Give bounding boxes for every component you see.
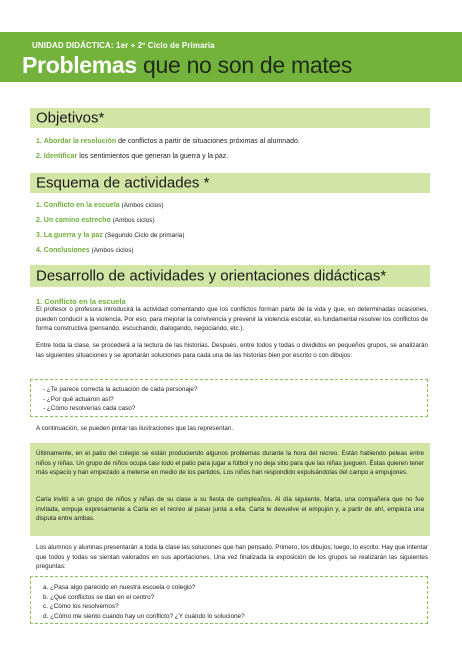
questions-box-2 [30, 576, 428, 624]
objetivos-heading-bar [30, 108, 430, 128]
list-item: d. ¿Cómo me siento cuando hay un conflicto? ¿Y cuándo lo solucione? [43, 612, 245, 620]
story-cumpleanos: Carla invitó a un grupo de niños y niñas de su clase a su fiesta de cumpleaños. Al día siguiente, Marta, una compañera que no fue invitada, empuja expresamente a Carla en el recreo al pasar junta a ella. Carla le devuelve el empujón y, a partir de ahí, empieza una disputa entre ambas. [36, 496, 424, 523]
list-item: 4. Conclusiones (Ambos ciclos) [36, 247, 134, 254]
desarrollo-heading: Desarrollo de actividades y orientaciones didácticas* [36, 267, 387, 285]
unit-label [32, 41, 215, 50]
questions-box-1 [30, 379, 428, 417]
list-item: 3. La guerra y la paz (Segundo Ciclo de primaria) [36, 232, 185, 239]
paragraph-intro: El profesor o profesora introducirá la actividad comentando que los conflictos forman parte de la vida y que, en determinadas ocasiones, pueden conducir a la violencia. Por eso, para mejorar la convivencia y prevenir la violencia escolar, es fundamental resolver los conflictos de forma constructiva (pensando, escuchando, dialogando, negociando, etc.). [36, 306, 428, 333]
list-item: 1. Abordar la resolución de conflictos a partir de situaciones próximas al alumnado. [36, 138, 300, 145]
esquema-heading-bar [30, 173, 430, 193]
page-title [22, 52, 352, 79]
story-patio: Últimamente, en el patio del colegio se están produciendo algunos problemas durante la hora del recreo. Están habiendo peleas entre niños y niñas. Un grupo de niños ocupa casi todo el patio para jugar a fútbol y no deja sitio para que las niñas jueguen. Éstas quieren tener más espacio y han empezado a meterse en medio de los partidos. Los niños han respondido expulsándolas del campo a empujones. [36, 450, 424, 477]
desarrollo-heading-bar [30, 265, 430, 287]
list-item: 2. Identificar los sentimientos que generan la guerra y la paz. [36, 153, 229, 160]
list-item: a. ¿Pasa algo parecido en nuestra escuela o colegio? [43, 584, 196, 591]
paragraph-pintar: A continuación, se pueden pintar las ilustraciones que las representan. [36, 425, 234, 432]
subheading-conflicto: 1. Conflicto en la escuela [36, 297, 126, 306]
esquema-list [36, 198, 184, 258]
unit-cycle: 1er + 2º Ciclo de Primaria [116, 41, 215, 50]
list-item: - ¿Por qué actuaron así? [43, 395, 114, 403]
objetivos-heading: Objetivos* [36, 109, 105, 127]
stories-box [30, 443, 430, 536]
list-item: 2. Un camino estrecho (Ambos ciclos) [36, 217, 155, 224]
list-item: b. ¿Qué conflictos se dan en el centro? [43, 593, 155, 601]
list-item: 1. Conflicto en la escuela (Ambos ciclos) [36, 202, 164, 209]
paragraph-lectura: Entre toda la clase, se procederá a la lectura de las historias. Después, entre todos y todas o divididos en pequeños grupos, se analizarán las siguientes situaciones y se aportarán soluciones para cada una de las historias bien por escrito o con dibujos: [36, 342, 428, 359]
objetivos-list [36, 134, 300, 164]
list-item: - ¿Cómo resolverías cada caso? [43, 405, 136, 413]
esquema-heading: Esquema de actividades * [36, 174, 210, 192]
list-item: c. ¿Cómo los resolvemos? [43, 603, 119, 611]
title-green: Problemas [22, 52, 137, 78]
paragraph-presentacion: Los alumnos y alumnas presentarán a toda la clase las soluciones que han pensado. Primero, los dibujos; luego, lo escrito. Hay que intentar que todos y todas se sientan valorados en sus aportaciones. Una vez finalizada la exposición de los grupos se realizarán las siguientes preguntas: [36, 544, 428, 571]
unit-label-prefix: UNIDAD DIDÁCTICA: [32, 41, 114, 50]
title-rest: que no son de mates [143, 52, 353, 78]
list-item: - ¿Te parece correcta la actuación de cada personaje? [43, 386, 198, 393]
